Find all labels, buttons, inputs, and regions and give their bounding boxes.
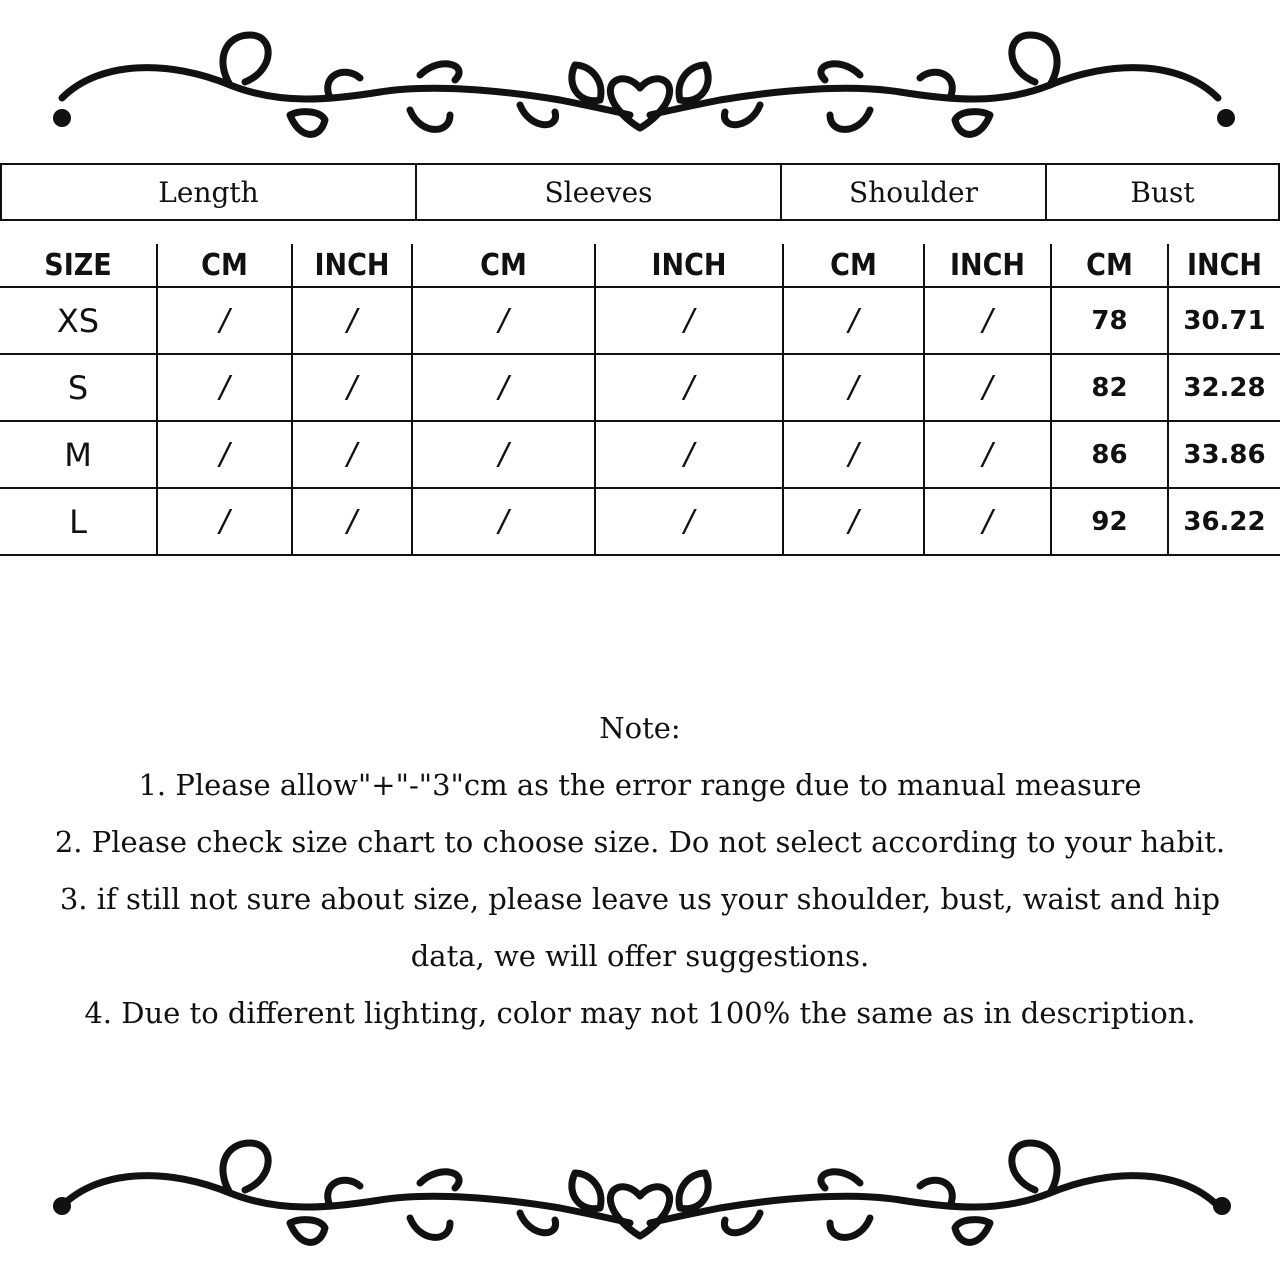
table-row [0,354,1280,421]
table-cell: / [157,287,292,354]
table-cell: 33.86 [1168,421,1280,488]
table-cell: / [412,354,595,421]
table-cell: 32.28 [1168,354,1280,421]
note-line: 2. Please check size chart to choose size. Do not select according to your habit. [54,825,1226,859]
note-line: 3. if still not sure about size, please leave us your shoulder, bust, waist and hip [59,882,1221,916]
col-length-cm: CM [157,244,292,287]
table-cell: / [292,488,412,555]
table-cell: 82 [1051,354,1168,421]
table-cell: / [157,354,292,421]
group-bust: Bust [1045,165,1280,219]
table-cell: / [292,287,412,354]
table-cell: / [783,354,924,421]
table-cell: 92 [1051,488,1168,555]
table-cell: / [412,421,595,488]
col-length-inch: INCH [292,244,412,287]
table-cell: / [412,488,595,555]
size-label: S [0,354,157,421]
table-cell: / [595,421,783,488]
col-shoulder-inch: INCH [924,244,1051,287]
table-row [0,488,1280,555]
top-floral-divider [0,20,1280,150]
size-label: XS [0,287,157,354]
table-cell: 36.22 [1168,488,1280,555]
table-cell: 78 [1051,287,1168,354]
table-cell: / [924,287,1051,354]
col-sleeves-cm: CM [412,244,595,287]
col-bust-inch: INCH [1168,244,1280,287]
table-cell: / [924,421,1051,488]
notes-section [0,700,1280,1042]
note-line: data, we will offer suggestions. [410,939,870,973]
table-cell: / [924,488,1051,555]
table-row [0,421,1280,488]
table-cell: 30.71 [1168,287,1280,354]
group-sleeves: Sleeves [415,165,780,219]
table-cell: / [595,354,783,421]
table-cell: / [157,421,292,488]
table-cell: / [595,287,783,354]
table-cell: / [783,287,924,354]
table-cell: / [157,488,292,555]
measurement-group-header [0,163,1280,221]
floral-vine-icon [0,1128,1280,1258]
size-label: L [0,488,157,555]
col-shoulder-cm: CM [783,244,924,287]
size-label: M [0,421,157,488]
table-cell: / [292,421,412,488]
column-header-row [0,244,1280,287]
note-line: 4. Due to different lighting, color may not 100% the same as in description. [84,996,1196,1030]
size-chart-table [0,244,1280,556]
table-cell: 86 [1051,421,1168,488]
table-row [0,287,1280,354]
note-line: 1. Please allow"+"-"3"cm as the error range due to manual measure [138,768,1142,802]
table-cell: / [783,421,924,488]
col-sleeves-inch: INCH [595,244,783,287]
table-cell: / [924,354,1051,421]
floral-vine-icon [0,20,1280,150]
col-bust-cm: CM [1051,244,1168,287]
table-cell: / [412,287,595,354]
table-cell: / [595,488,783,555]
group-length: Length [0,165,415,219]
bottom-floral-divider [0,1128,1280,1258]
group-shoulder: Shoulder [780,165,1045,219]
table-cell: / [783,488,924,555]
col-size: SIZE [0,244,157,287]
table-cell: / [292,354,412,421]
notes-title: Note: [599,711,681,745]
